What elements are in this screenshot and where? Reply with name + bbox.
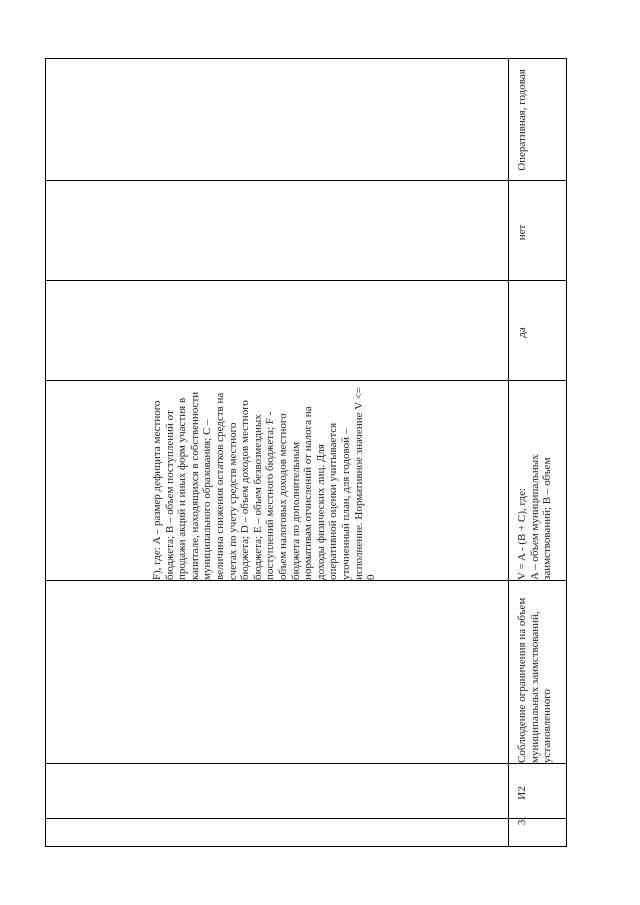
value-yes: да: [516, 327, 528, 338]
indicator-name: Соблюдение ограничения на объем муниципальных заимствований, установленного: [516, 597, 554, 763]
row-number: 3.: [516, 816, 528, 826]
formula-continuation-text: F), где: A – размер дефицита местного бюджета; B – объем поступлений от продажи акций и иных форм участия в капитале, находящихся в собственности муниципального образования; C – величина снижения остатков средств на счетах по учету средств местного бюджета; D – объем доходов местного бюджета; E – объем безвозмездных поступлений местного бюджета; F - объем налоговых доходов местного бюджета по дополнительным нормативам отчислений от налога на доходы физических лиц. Для оперативной оценки учитывается уточненный план, для годовой – исполнение. Нормативное значение V <= 0: [151, 386, 378, 580]
periodicity-text: Оперативная, годовая: [516, 69, 528, 171]
indicator-code: И2: [516, 786, 528, 800]
value-no: нет: [516, 224, 528, 241]
formula-start-text: V = A - (B + C), где: A – объем муниципальных заимствований; B – объем: [516, 454, 554, 580]
